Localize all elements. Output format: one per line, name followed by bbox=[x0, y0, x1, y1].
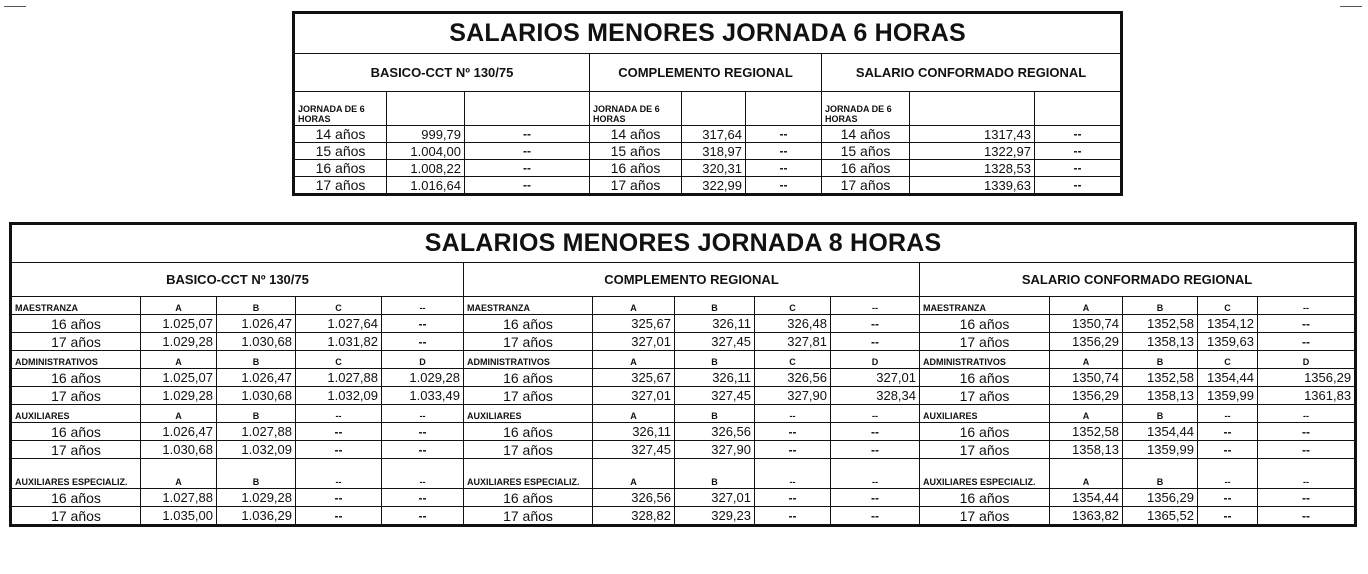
empty-cell: -- bbox=[746, 126, 822, 143]
group-name: AUXILIARES ESPECIALIZ. bbox=[12, 459, 141, 489]
value-cell: 317,64 bbox=[682, 126, 746, 143]
value-cell: 326,56 bbox=[755, 369, 831, 387]
age-cell: 17 años bbox=[590, 177, 682, 194]
value-cell: 1339,63 bbox=[910, 177, 1035, 194]
column-label: C bbox=[755, 297, 831, 315]
table8-section-complemento: COMPLEMENTO REGIONAL bbox=[464, 263, 920, 297]
table-row bbox=[295, 126, 1121, 143]
empty-cell: -- bbox=[755, 441, 831, 459]
value-cell: 1.029,28 bbox=[217, 489, 296, 507]
column-label: B bbox=[675, 351, 755, 369]
age-cell: 17 años bbox=[12, 387, 141, 405]
value-cell: 1.025,07 bbox=[141, 369, 217, 387]
group-name: AUXILIARES bbox=[464, 405, 593, 423]
table8-section-basico: BASICO-CCT Nº 130/75 bbox=[12, 263, 464, 297]
value-cell: 320,31 bbox=[682, 160, 746, 177]
empty-cell: -- bbox=[465, 143, 590, 160]
value-cell: 327,90 bbox=[675, 441, 755, 459]
column-label: -- bbox=[382, 405, 464, 423]
value-cell: 328,34 bbox=[831, 387, 920, 405]
value-cell: 1.026,47 bbox=[141, 423, 217, 441]
group-header-row bbox=[12, 459, 1355, 489]
value-cell: 1.032,09 bbox=[217, 441, 296, 459]
group-name: AUXILIARES ESPECIALIZ. bbox=[464, 459, 593, 489]
value-cell: 1.027,88 bbox=[217, 423, 296, 441]
value-cell: 1350,74 bbox=[1050, 369, 1123, 387]
age-cell: 16 años bbox=[590, 160, 682, 177]
value-cell: 1.027,88 bbox=[141, 489, 217, 507]
age-cell: 15 años bbox=[295, 143, 387, 160]
group-name: ADMINISTRATIVOS bbox=[464, 351, 593, 369]
column-label: -- bbox=[831, 297, 920, 315]
column-label: A bbox=[141, 351, 217, 369]
value-cell: 326,48 bbox=[755, 315, 831, 333]
empty-cell: -- bbox=[296, 489, 382, 507]
column-label: B bbox=[675, 297, 755, 315]
empty-cell: -- bbox=[465, 177, 590, 194]
age-cell: 17 años bbox=[12, 333, 141, 351]
column-label: -- bbox=[1198, 459, 1258, 489]
value-cell: 328,82 bbox=[593, 507, 675, 525]
value-cell: 1.029,28 bbox=[382, 369, 464, 387]
value-cell: 1.036,29 bbox=[217, 507, 296, 525]
column-label: -- bbox=[296, 459, 382, 489]
group-name: MAESTRANZA bbox=[920, 297, 1050, 315]
value-cell: 329,23 bbox=[675, 507, 755, 525]
column-label: B bbox=[1123, 459, 1198, 489]
value-cell: 1354,12 bbox=[1198, 315, 1258, 333]
age-cell: 17 años bbox=[464, 507, 593, 525]
column-label: D bbox=[1258, 351, 1355, 369]
empty-cell: -- bbox=[831, 315, 920, 333]
column-label: -- bbox=[296, 405, 382, 423]
age-cell: 16 años bbox=[12, 423, 141, 441]
column-label: -- bbox=[831, 405, 920, 423]
empty-cell: -- bbox=[1035, 177, 1121, 194]
age-cell: 16 años bbox=[464, 369, 593, 387]
empty-cell: -- bbox=[1258, 333, 1355, 351]
value-cell: 1358,13 bbox=[1123, 387, 1198, 405]
value-cell: 1358,13 bbox=[1050, 441, 1123, 459]
value-cell: 999,79 bbox=[387, 126, 465, 143]
value-cell: 1352,58 bbox=[1123, 369, 1198, 387]
value-cell: 325,67 bbox=[593, 369, 675, 387]
table6-section-basico: BASICO-CCT Nº 130/75 bbox=[295, 54, 590, 92]
group-name: MAESTRANZA bbox=[464, 297, 593, 315]
table-row bbox=[295, 177, 1121, 194]
age-cell: 17 años bbox=[464, 387, 593, 405]
value-cell: 1359,99 bbox=[1123, 441, 1198, 459]
age-cell: 17 años bbox=[920, 333, 1050, 351]
column-label: B bbox=[217, 297, 296, 315]
group-header-row bbox=[12, 405, 1355, 423]
value-cell: 1.008,22 bbox=[387, 160, 465, 177]
column-label: -- bbox=[382, 297, 464, 315]
empty-cell: -- bbox=[746, 143, 822, 160]
table6-subheader-complemento: JORNADA DE 6 HORAS bbox=[590, 92, 682, 126]
value-cell: 327,01 bbox=[675, 489, 755, 507]
value-cell: 1352,58 bbox=[1123, 315, 1198, 333]
value-cell: 1.031,82 bbox=[296, 333, 382, 351]
table-row bbox=[12, 489, 1355, 507]
corner-mark-right bbox=[1340, 6, 1362, 7]
value-cell: 326,11 bbox=[593, 423, 675, 441]
value-cell: 1.029,28 bbox=[141, 333, 217, 351]
value-cell: 326,56 bbox=[593, 489, 675, 507]
column-label: A bbox=[1050, 351, 1123, 369]
group-name: AUXILIARES bbox=[920, 405, 1050, 423]
value-cell: 1356,29 bbox=[1123, 489, 1198, 507]
value-cell: 1.016,64 bbox=[387, 177, 465, 194]
table6-title: SALARIOS MENORES JORNADA 6 HORAS bbox=[295, 14, 1121, 54]
age-cell: 17 años bbox=[920, 387, 1050, 405]
table-row bbox=[295, 160, 1121, 177]
value-cell: 327,01 bbox=[593, 333, 675, 351]
table-jornada-6-horas bbox=[294, 13, 1121, 194]
column-label: B bbox=[217, 405, 296, 423]
value-cell: 1354,44 bbox=[1198, 369, 1258, 387]
value-cell: 1352,58 bbox=[1050, 423, 1123, 441]
empty-cell: -- bbox=[1198, 507, 1258, 525]
age-cell: 17 años bbox=[464, 333, 593, 351]
value-cell: 327,01 bbox=[593, 387, 675, 405]
group-name: AUXILIARES bbox=[12, 405, 141, 423]
age-cell: 17 años bbox=[295, 177, 387, 194]
table8-section-conformado: SALARIO CONFORMADO REGIONAL bbox=[920, 263, 1355, 297]
value-cell: 1.030,68 bbox=[141, 441, 217, 459]
empty-cell: -- bbox=[1198, 441, 1258, 459]
table-row bbox=[12, 441, 1355, 459]
column-label: -- bbox=[1258, 459, 1355, 489]
table-row bbox=[12, 333, 1355, 351]
column-label: A bbox=[141, 297, 217, 315]
value-cell: 1363,82 bbox=[1050, 507, 1123, 525]
value-cell: 1.035,00 bbox=[141, 507, 217, 525]
table6-section-conformado: SALARIO CONFORMADO REGIONAL bbox=[822, 54, 1121, 92]
empty-cell: -- bbox=[1035, 160, 1121, 177]
empty-cell: -- bbox=[382, 315, 464, 333]
age-cell: 17 años bbox=[822, 177, 910, 194]
column-label: B bbox=[1123, 297, 1198, 315]
empty-cell: -- bbox=[1198, 423, 1258, 441]
empty-cell: -- bbox=[465, 160, 590, 177]
column-label: -- bbox=[831, 459, 920, 489]
value-cell: 1.026,47 bbox=[217, 369, 296, 387]
empty-cell: -- bbox=[382, 441, 464, 459]
column-label: -- bbox=[1198, 405, 1258, 423]
value-cell: 326,11 bbox=[675, 369, 755, 387]
age-cell: 16 años bbox=[920, 315, 1050, 333]
column-label: B bbox=[1123, 351, 1198, 369]
empty-cell: -- bbox=[296, 507, 382, 525]
column-label: C bbox=[1198, 297, 1258, 315]
age-cell: 17 años bbox=[920, 441, 1050, 459]
table6-section-complemento: COMPLEMENTO REGIONAL bbox=[590, 54, 822, 92]
empty-cell: -- bbox=[831, 507, 920, 525]
column-label: A bbox=[593, 351, 675, 369]
column-label: A bbox=[1050, 405, 1123, 423]
value-cell: 1356,29 bbox=[1050, 387, 1123, 405]
group-header-row bbox=[12, 297, 1355, 315]
empty-cell: -- bbox=[382, 423, 464, 441]
empty-cell: -- bbox=[382, 489, 464, 507]
column-label: C bbox=[1198, 351, 1258, 369]
age-cell: 16 años bbox=[12, 315, 141, 333]
age-cell: 14 años bbox=[822, 126, 910, 143]
table-row bbox=[12, 387, 1355, 405]
value-cell: 1.026,47 bbox=[217, 315, 296, 333]
column-label: A bbox=[141, 459, 217, 489]
value-cell: 1359,63 bbox=[1198, 333, 1258, 351]
column-label: A bbox=[1050, 297, 1123, 315]
value-cell: 322,99 bbox=[682, 177, 746, 194]
age-cell: 16 años bbox=[295, 160, 387, 177]
empty-cell: -- bbox=[746, 160, 822, 177]
column-label: A bbox=[1050, 459, 1123, 489]
empty-cell: -- bbox=[755, 423, 831, 441]
value-cell: 1322,97 bbox=[910, 143, 1035, 160]
empty-cell: -- bbox=[1258, 441, 1355, 459]
group-name: ADMINISTRATIVOS bbox=[920, 351, 1050, 369]
table6-subheader-conformado: JORNADA DE 6 HORAS bbox=[822, 92, 910, 126]
empty-cell: -- bbox=[746, 177, 822, 194]
group-name: AUXILIARES ESPECIALIZ. bbox=[920, 459, 1050, 489]
empty-cell: -- bbox=[831, 489, 920, 507]
column-label: -- bbox=[755, 405, 831, 423]
empty-cell: -- bbox=[1258, 423, 1355, 441]
empty-cell: -- bbox=[296, 423, 382, 441]
empty-cell: -- bbox=[831, 333, 920, 351]
age-cell: 16 años bbox=[12, 489, 141, 507]
value-cell: 1356,29 bbox=[1258, 369, 1355, 387]
empty-cell: -- bbox=[1258, 315, 1355, 333]
table-row bbox=[12, 507, 1355, 525]
age-cell: 16 años bbox=[12, 369, 141, 387]
value-cell: 327,90 bbox=[755, 387, 831, 405]
column-label: C bbox=[296, 351, 382, 369]
age-cell: 16 años bbox=[464, 423, 593, 441]
value-cell: 1356,29 bbox=[1050, 333, 1123, 351]
value-cell: 1.027,64 bbox=[296, 315, 382, 333]
value-cell: 1.030,68 bbox=[217, 333, 296, 351]
empty-cell: -- bbox=[755, 489, 831, 507]
age-cell: 17 años bbox=[12, 441, 141, 459]
value-cell: 1350,74 bbox=[1050, 315, 1123, 333]
age-cell: 15 años bbox=[822, 143, 910, 160]
age-cell: 16 años bbox=[464, 315, 593, 333]
value-cell: 327,81 bbox=[755, 333, 831, 351]
value-cell: 1.025,07 bbox=[141, 315, 217, 333]
value-cell: 326,11 bbox=[675, 315, 755, 333]
value-cell: 1.027,88 bbox=[296, 369, 382, 387]
value-cell: 1.033,49 bbox=[382, 387, 464, 405]
table-jornada-8-horas bbox=[11, 224, 1355, 525]
value-cell: 318,97 bbox=[682, 143, 746, 160]
empty-cell: -- bbox=[382, 333, 464, 351]
empty-cell: -- bbox=[296, 441, 382, 459]
value-cell: 327,45 bbox=[593, 441, 675, 459]
column-label: A bbox=[593, 459, 675, 489]
empty-cell: -- bbox=[1035, 143, 1121, 160]
empty-cell: -- bbox=[1258, 507, 1355, 525]
age-cell: 16 años bbox=[920, 423, 1050, 441]
empty-cell: -- bbox=[382, 507, 464, 525]
table-row bbox=[12, 315, 1355, 333]
age-cell: 16 años bbox=[464, 489, 593, 507]
empty-cell: -- bbox=[755, 507, 831, 525]
group-header-row bbox=[12, 351, 1355, 369]
value-cell: 1.004,00 bbox=[387, 143, 465, 160]
column-label: D bbox=[382, 351, 464, 369]
empty-cell: -- bbox=[1258, 489, 1355, 507]
table-row bbox=[12, 423, 1355, 441]
age-cell: 16 años bbox=[822, 160, 910, 177]
group-name: ADMINISTRATIVOS bbox=[12, 351, 141, 369]
table8-title: SALARIOS MENORES JORNADA 8 HORAS bbox=[12, 225, 1355, 263]
value-cell: 1.032,09 bbox=[296, 387, 382, 405]
empty-cell: -- bbox=[831, 441, 920, 459]
empty-cell: -- bbox=[831, 423, 920, 441]
value-cell: 1361,83 bbox=[1258, 387, 1355, 405]
table-row bbox=[12, 369, 1355, 387]
value-cell: 1.030,68 bbox=[217, 387, 296, 405]
column-label: -- bbox=[382, 459, 464, 489]
column-label: B bbox=[675, 459, 755, 489]
column-label: B bbox=[217, 459, 296, 489]
column-label: -- bbox=[1258, 405, 1355, 423]
table-row bbox=[295, 143, 1121, 160]
age-cell: 14 años bbox=[590, 126, 682, 143]
age-cell: 16 años bbox=[920, 369, 1050, 387]
column-label: -- bbox=[1258, 297, 1355, 315]
value-cell: 1358,13 bbox=[1123, 333, 1198, 351]
value-cell: 327,01 bbox=[831, 369, 920, 387]
table6-subheader-basico: JORNADA DE 6 HORAS bbox=[295, 92, 387, 126]
column-label: B bbox=[675, 405, 755, 423]
value-cell: 1.029,28 bbox=[141, 387, 217, 405]
value-cell: 327,45 bbox=[675, 387, 755, 405]
age-cell: 14 años bbox=[295, 126, 387, 143]
age-cell: 15 años bbox=[590, 143, 682, 160]
age-cell: 17 años bbox=[464, 441, 593, 459]
value-cell: 1317,43 bbox=[910, 126, 1035, 143]
group-name: MAESTRANZA bbox=[12, 297, 141, 315]
column-label: A bbox=[593, 405, 675, 423]
column-label: D bbox=[831, 351, 920, 369]
value-cell: 1354,44 bbox=[1123, 423, 1198, 441]
empty-cell: -- bbox=[465, 126, 590, 143]
column-label: C bbox=[296, 297, 382, 315]
age-cell: 17 años bbox=[920, 507, 1050, 525]
value-cell: 326,56 bbox=[675, 423, 755, 441]
empty-cell: -- bbox=[1198, 489, 1258, 507]
age-cell: 16 años bbox=[920, 489, 1050, 507]
column-label: -- bbox=[755, 459, 831, 489]
value-cell: 1359,99 bbox=[1198, 387, 1258, 405]
column-label: B bbox=[217, 351, 296, 369]
age-cell: 17 años bbox=[12, 507, 141, 525]
value-cell: 1365,52 bbox=[1123, 507, 1198, 525]
value-cell: 327,45 bbox=[675, 333, 755, 351]
value-cell: 1354,44 bbox=[1050, 489, 1123, 507]
corner-mark-left bbox=[4, 6, 26, 7]
empty-cell: -- bbox=[1035, 126, 1121, 143]
value-cell: 1328,53 bbox=[910, 160, 1035, 177]
column-label: A bbox=[593, 297, 675, 315]
column-label: B bbox=[1123, 405, 1198, 423]
column-label: C bbox=[755, 351, 831, 369]
value-cell: 325,67 bbox=[593, 315, 675, 333]
column-label: A bbox=[141, 405, 217, 423]
